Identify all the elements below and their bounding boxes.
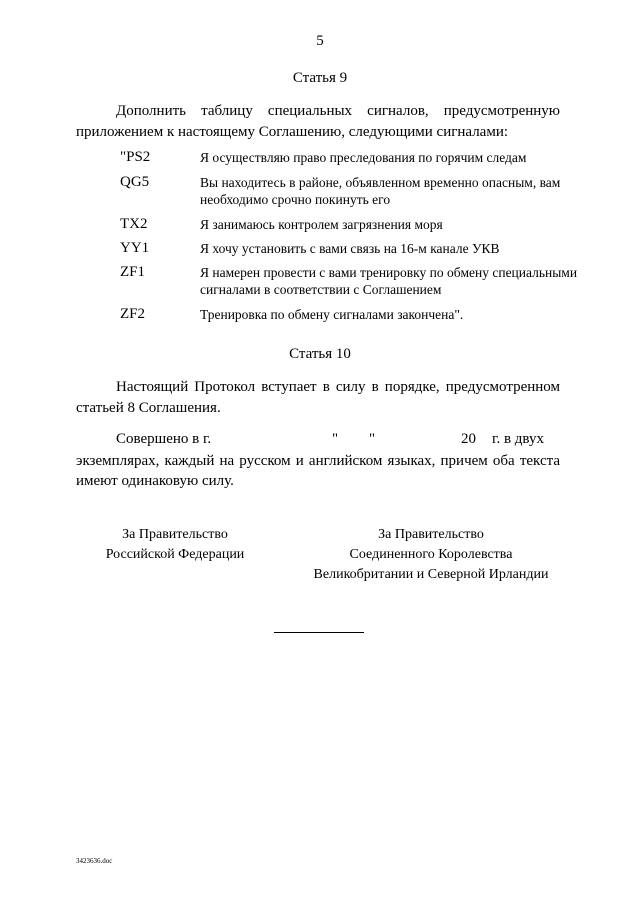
signal-description: Я намерен провести с вами тренировку по обмену специальными сигналами в соответствии с Соглашением <box>200 265 578 297</box>
article-10-heading: Статья 10 <box>289 346 351 362</box>
executed-suffix: г. в двух <box>492 431 544 447</box>
article-10-text: Настоящий Протокол вступает в силу в порядке, предусмотренном статьей 8 Соглашения. <box>76 379 560 416</box>
signal-code: YY1 <box>120 240 150 256</box>
signature-left-line: Российской Федерации <box>105 547 245 562</box>
signature-right <box>293 525 569 585</box>
executed-line <box>76 431 560 451</box>
signal-code: ZF1 <box>120 264 146 280</box>
page-number: 5 <box>316 33 324 49</box>
executed-continuation: экземплярах, каждый на русском и английском языках, причем оба текста имеют одинаковую силу. <box>76 453 560 489</box>
article-9-intro: Дополнить таблицу специальных сигналов, предусмотренную приложением к настоящему Соглашению, следующими сигналами: <box>76 103 560 140</box>
year-prefix: 20 <box>461 431 476 447</box>
signal-description: Тренировка по обмену сигналами закончена". <box>200 307 464 322</box>
signal-description: Я осуществляю право преследования по горячим следам <box>200 150 527 165</box>
article-9-heading: Статья 9 <box>292 70 348 86</box>
signal-code: "PS2 <box>120 149 151 165</box>
divider-line <box>274 632 364 633</box>
date-quote-open: " <box>332 431 339 447</box>
signature-right-line: Великобритании и Северной Ирландии <box>313 567 549 582</box>
signature-right-line: За Правительство <box>378 527 484 542</box>
signal-description: Я занимаюсь контролем загрязнения моря <box>200 217 443 232</box>
footer-file-code: 3423636.doc <box>76 857 113 865</box>
signature-left-line: За Правительство <box>122 527 228 542</box>
signal-code: ZF2 <box>120 306 146 322</box>
signal-code: QG5 <box>120 174 150 190</box>
signal-description: Я хочу установить с вами связь на 16-м канале УКВ <box>200 241 500 256</box>
executed-prefix: Совершено в г. <box>116 431 212 447</box>
signal-code: TX2 <box>120 216 148 232</box>
signature-right-line: Соединенного Королевства <box>349 547 513 562</box>
signal-description: Вы находитесь в районе, объявленном временно опасным, вам необходимо срочно покинуть его <box>200 175 561 207</box>
signature-left <box>90 525 260 565</box>
date-quote-close: " <box>369 431 376 447</box>
